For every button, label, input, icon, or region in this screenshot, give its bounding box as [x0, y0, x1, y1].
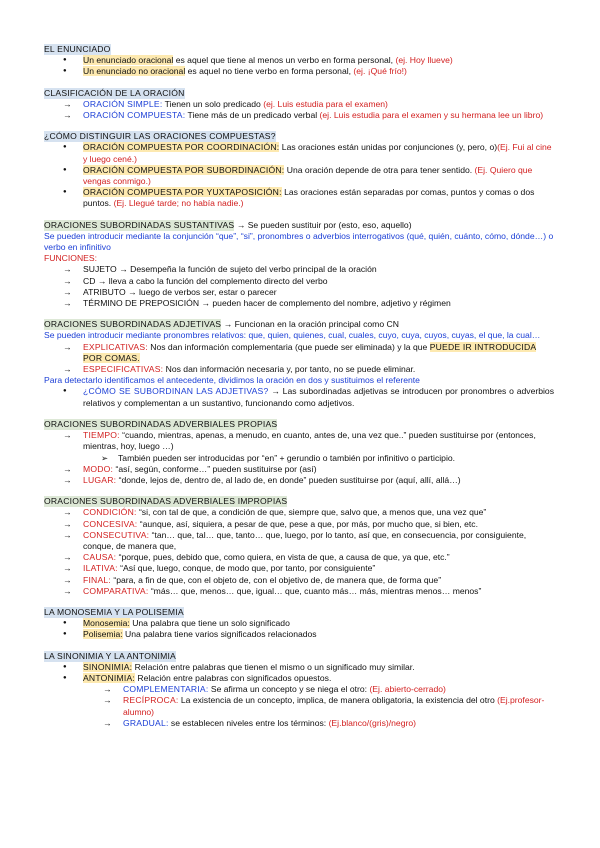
list-item: ● ¿CÓMO SE SUBORDINAN LAS ADJETIVAS? → Las subordinadas adjetivas se introducen por pronombres o adverbios relativos y complementan a un sustantivo, funcionando como adjetivos.: [44, 386, 554, 408]
list-item: → CONCESIVA: “aunque, así, siquiera, a pesar de que, pese a que, por más, por mucho que, si bien, etc.: [44, 519, 554, 530]
list-item: ● ORACIÓN COMPUESTA POR YUXTAPOSICIÓN: Las oraciones están separadas por comas, puntos y comas o dos puntos. (Ej. Llegué tarde; no había nadie.): [44, 187, 554, 209]
intro-text: Se pueden introducir mediante pronombres relativos: que, quien, quienes, cual, cuales, cuyo, cuya, cuyos, cuyas, el que, la cual…: [44, 330, 541, 341]
list-item: → ESPECIFICATIVAS: Nos dan información necesaria y, por tanto, no se puede eliminar.: [44, 364, 554, 375]
list-item: → ATRIBUTO → luego de verbos ser, estar o parecer: [44, 287, 554, 298]
list-item: → LUGAR: “donde, lejos de, dentro de, al lado de, en donde” pueden sustituirse por (aquí, allí, allá…): [44, 475, 554, 486]
list-item: → COMPARATIVA: “más… que, menos… que, igual… que, cuanto más… más, mientras menos… menos”: [44, 586, 554, 597]
list-item: → EXPLICATIVAS: Nos dan información complementaria (que puede ser eliminada) y la que PUEDE IR INTRODUCIDA POR COMAS.: [44, 342, 554, 364]
section-sustantivas: ORACIONES SUBORDINADAS SUSTANTIVAS → Se pueden sustituir por (esto, eso, aquello) Se pueden introducir mediante la conjunción “que”, “si”, pronombres o adverbios interrogativos (qué, quién, cuánto, cómo, dónde…) o verbo en infinitivo FUNCIONES: → SUJETO → Desempeña la función de sujeto del verbo principal de la oración → CD → lleva a cabo la función del complemento directo del verbo → ATRIBUTO → luego de verbos ser, estar o parecer → TÉRMINO DE PREPOSICIÓN → pueden hacer de complemento del nombre, adjetivo y régimen: [44, 220, 554, 310]
section-title: ORACIONES SUBORDINADAS ADJETIVAS: [44, 319, 222, 330]
list-item: ● Un enunciado no oracional es aquel no tiene verbo en forma personal, (ej. ¡Qué frío!): [44, 66, 554, 77]
list-item: ● Polisemia: Una palabra tiene varios significados relacionados: [44, 629, 554, 640]
list-item: ● ANTONIMIA: Relación entre palabras con significados opuestos.: [44, 673, 554, 684]
section-title: ORACIONES SUBORDINADAS SUSTANTIVAS: [44, 219, 235, 230]
section-adjetivas: ORACIONES SUBORDINADAS ADJETIVAS → Funcionan en la oración principal como CN Se pueden introducir mediante pronombres relativos: que, quien, quienes, cual, cuales, cuyo, cuya, cuyos, cuyas, el que, la cual… → EXPLICATIVAS: Nos dan información complementaria (que puede ser eliminada) y la que PUEDE IR INTRODUCIDA POR COMAS. → ESPECIFICATIVAS: Nos dan información necesaria y, por tanto, no se puede eliminar. Para detectarlo identificamos el antecedente, dividimos la oración en dos y sustituimos el referente ● ¿CÓMO SE SUBORDINAN LAS ADJETIVAS? → Las subordinadas adjetivas se introducen por pronombres o adverbios relativos y complementan a un sustantivo, funcionando como adjetivos.: [44, 319, 554, 409]
list-item: ● SINONIMIA: Relación entre palabras que tienen el mismo o un significado muy similar.: [44, 662, 554, 673]
section-enunciado: [44, 44, 554, 78]
intro-text: Se pueden introducir mediante la conjunción “que”, “si”, pronombres o adverbios interrogativos (qué, quién, cuánto, cómo, dónde…) o verbo en infinitivo: [44, 230, 554, 253]
section-title: EL ENUNCIADO: [44, 44, 111, 54]
list-subitem: → RECÍPROCA: La existencia de un concepto, implica, de manera obligatoria, la existencia del otro (Ej.profesor-alumno): [44, 695, 554, 717]
list-item: → SUJETO → Desempeña la función de sujeto del verbo principal de la oración: [44, 264, 554, 275]
section-monosemia: [44, 607, 554, 641]
funciones-label: FUNCIONES:: [44, 253, 97, 264]
tip-text: Para detectarlo identificamos el antecedente, dividimos la oración en dos y sustituimos el referente: [44, 375, 420, 386]
list-subitem: ➢ También pueden ser introducidas por “en” + gerundio o también por infinitivo o participio.: [44, 453, 554, 464]
list-item: → TÉRMINO DE PREPOSICIÓN → pueden hacer de complemento del nombre, adjetivo y régimen: [44, 298, 554, 309]
section-adverbiales-impropias: [44, 496, 554, 597]
list-item: ● Un enunciado oracional es aquel que tiene al menos un verbo en forma personal, (ej. Hoy llueve): [44, 55, 554, 66]
list-item: → TIEMPO: “cuando, mientras, apenas, a menudo, en cuanto, antes de, una vez que..” pueden sustituirse por (entonces, mientras, hoy, luego …): [44, 430, 554, 452]
list-subitem: → GRADUAL: se establecen niveles entre los términos: (Ej.blanco/(gris)/negro): [44, 718, 554, 729]
section-distinguir: [44, 131, 554, 209]
list-item: → CONDICIÓN: “si, con tal de que, a condición de que, siempre que, salvo que, a menos que, una vez que”: [44, 507, 554, 518]
list-item: → CAUSA: “porque, pues, debido que, como quiera, en vista de que, a causa de que, ya que, etc.”: [44, 552, 554, 563]
list-item: → FINAL: “para, a fin de que, con el objeto de, con el objetivo de, de manera que, de forma que”: [44, 575, 554, 586]
list-item: → ORACIÓN SIMPLE: Tienen un solo predicado (ej. Luis estudia para el examen): [44, 99, 554, 110]
section-title: ¿CÓMO DISTINGUIR LAS ORACIONES COMPUESTAS?: [44, 131, 276, 142]
list-item: ● ORACIÓN COMPUESTA POR SUBORDINACIÓN: Una oración depende de otra para tener sentido. (Ej. Quiero que vengas conmigo.): [44, 165, 554, 187]
list-item: → CD → lleva a cabo la función del complemento directo del verbo: [44, 276, 554, 287]
section-sinonimia: [44, 651, 554, 729]
section-title: ORACIONES SUBORDINADAS ADVERBIALES PROPIAS: [44, 418, 278, 429]
section-title: ORACIONES SUBORDINADAS ADVERBIALES IMPROPIAS: [44, 496, 288, 507]
list-item: → ORACIÓN COMPUESTA: Tiene más de un predicado verbal (ej. Luis estudia para el examen y su hermana lee un libro): [44, 110, 554, 121]
list-item: ● Monosemia: Una palabra que tiene un solo significado: [44, 618, 554, 629]
list-subitem: → COMPLEMENTARIA: Se afirma un concepto y se niega el otro: (Ej. abierto-cerrado): [44, 684, 554, 695]
section-title: LA MONOSEMIA Y LA POLISEMIA: [44, 606, 184, 617]
list-item: ● ORACIÓN COMPUESTA POR COORDINACIÓN: Las oraciones están unidas por conjunciones (y, pero, o)(Ej. Fui al cine y luego cené.): [44, 142, 554, 164]
section-adverbiales-propias: [44, 419, 554, 486]
list-item: → MODO: “así, según, conforme…” pueden sustituirse por (así): [44, 464, 554, 475]
section-title: LA SINONIMIA Y LA ANTONIMIA: [44, 650, 176, 661]
section-clasificacion: [44, 88, 554, 122]
list-item: → CONSECUTIVA: “tan… que, tal… que, tanto… que, luego, por lo tanto, así que, en consecuencia, por consiguiente, conque, de manera que,: [44, 530, 554, 552]
list-item: → ILATIVA: “Así que, luego, conque, de modo que, por tanto, por consiguiente”: [44, 563, 554, 574]
section-title: CLASIFICACIÓN DE LA ORACIÓN: [44, 87, 185, 98]
